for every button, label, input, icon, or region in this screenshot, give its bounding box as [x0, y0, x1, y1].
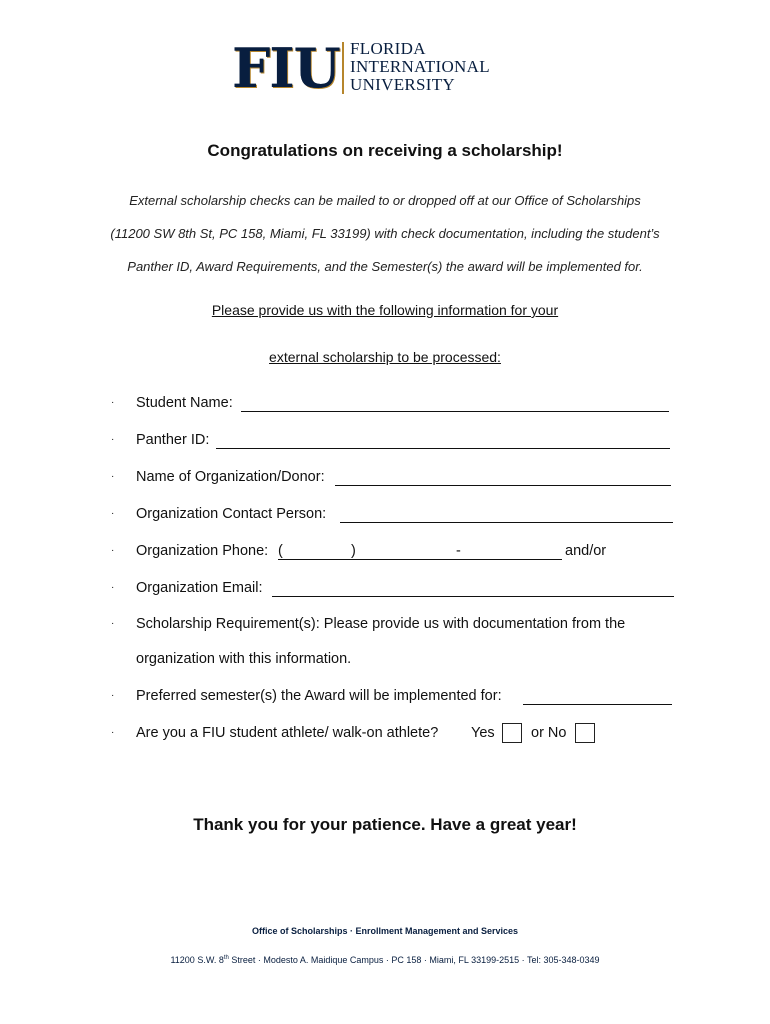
student-name-label: Student Name: — [136, 395, 233, 411]
logo-divider — [342, 42, 344, 94]
yes-label: Yes — [471, 725, 495, 741]
footer-address — [0, 955, 770, 965]
bullet: · — [111, 508, 115, 519]
phone-open-paren: ( — [278, 543, 283, 559]
logo-name-line-1: FLORIDA — [350, 39, 426, 58]
email-label: Organization Email: — [136, 580, 263, 596]
footer-office: Office of Scholarships · Enrollment Management and Services — [251, 926, 519, 936]
logo-name-line-3: UNIVERSITY — [350, 75, 455, 94]
footer-address-post: Street · Modesto A. Maidique Campus · PC 158 · Miami, FL 33199-2515 · Tel: 305-348-0349 — [228, 955, 600, 965]
logo-name-line-2: INTERNATIONAL — [350, 57, 490, 76]
bullet: · — [111, 690, 115, 701]
bullet: · — [111, 545, 115, 556]
phone-andor: and/or — [565, 543, 607, 559]
contact-person-label: Organization Contact Person: — [136, 506, 327, 522]
semester-field[interactable] — [523, 704, 672, 705]
requirements-label-cont: organization with this information. — [136, 651, 352, 667]
no-label: or No — [531, 725, 567, 741]
bullet: · — [111, 582, 115, 593]
request-line-2: external scholarship to be processed: — [269, 349, 501, 365]
panther-id-label: Panther ID: — [136, 432, 210, 448]
logo-wordmark — [350, 40, 490, 94]
phone-label: Organization Phone: — [136, 543, 269, 559]
logo-mark: FIU — [232, 36, 340, 100]
phone-field[interactable] — [278, 559, 562, 560]
footer-address-sup: th — [223, 955, 229, 961]
requirements-label: Scholarship Requirement(s): Please provide us with documentation from the — [136, 616, 626, 632]
closing-message: Thank you for your patience. Have a great year! — [193, 815, 577, 834]
organization-field[interactable] — [335, 485, 671, 486]
panther-id-field[interactable] — [216, 448, 670, 449]
bullet: · — [111, 397, 115, 408]
footer-address-pre: 11200 S.W. 8 — [170, 955, 224, 965]
intro-line-2: (11200 SW 8th St, PC 158, Miami, FL 33199) with check documentation, including the student’s — [110, 226, 660, 241]
email-field[interactable] — [272, 596, 674, 597]
intro-line-1: External scholarship checks can be mailed to or dropped off at our Office of Scholarships — [129, 193, 641, 208]
bullet: · — [111, 618, 115, 629]
organization-label: Name of Organization/Donor: — [136, 469, 325, 485]
no-checkbox[interactable] — [575, 723, 595, 743]
bullet: · — [111, 727, 115, 738]
athlete-question: Are you a FIU student athlete/ walk-on athlete? — [136, 725, 439, 741]
yes-checkbox[interactable] — [502, 723, 522, 743]
student-name-field[interactable] — [241, 411, 669, 412]
bullet: · — [111, 434, 115, 445]
request-line-1: Please provide us with the following information for your — [211, 302, 559, 318]
intro-line-3: Panther ID, Award Requirements, and the Semester(s) the award will be implemented for. — [127, 259, 643, 274]
page-title: Congratulations on receiving a scholarship! — [207, 141, 563, 160]
contact-person-field[interactable] — [340, 522, 673, 523]
fiu-logo — [232, 36, 532, 100]
bullet: · — [111, 471, 115, 482]
phone-close-paren: ) — [351, 543, 356, 559]
semester-label: Preferred semester(s) the Award will be implemented for: — [136, 688, 502, 704]
phone-dash: - — [456, 543, 461, 559]
